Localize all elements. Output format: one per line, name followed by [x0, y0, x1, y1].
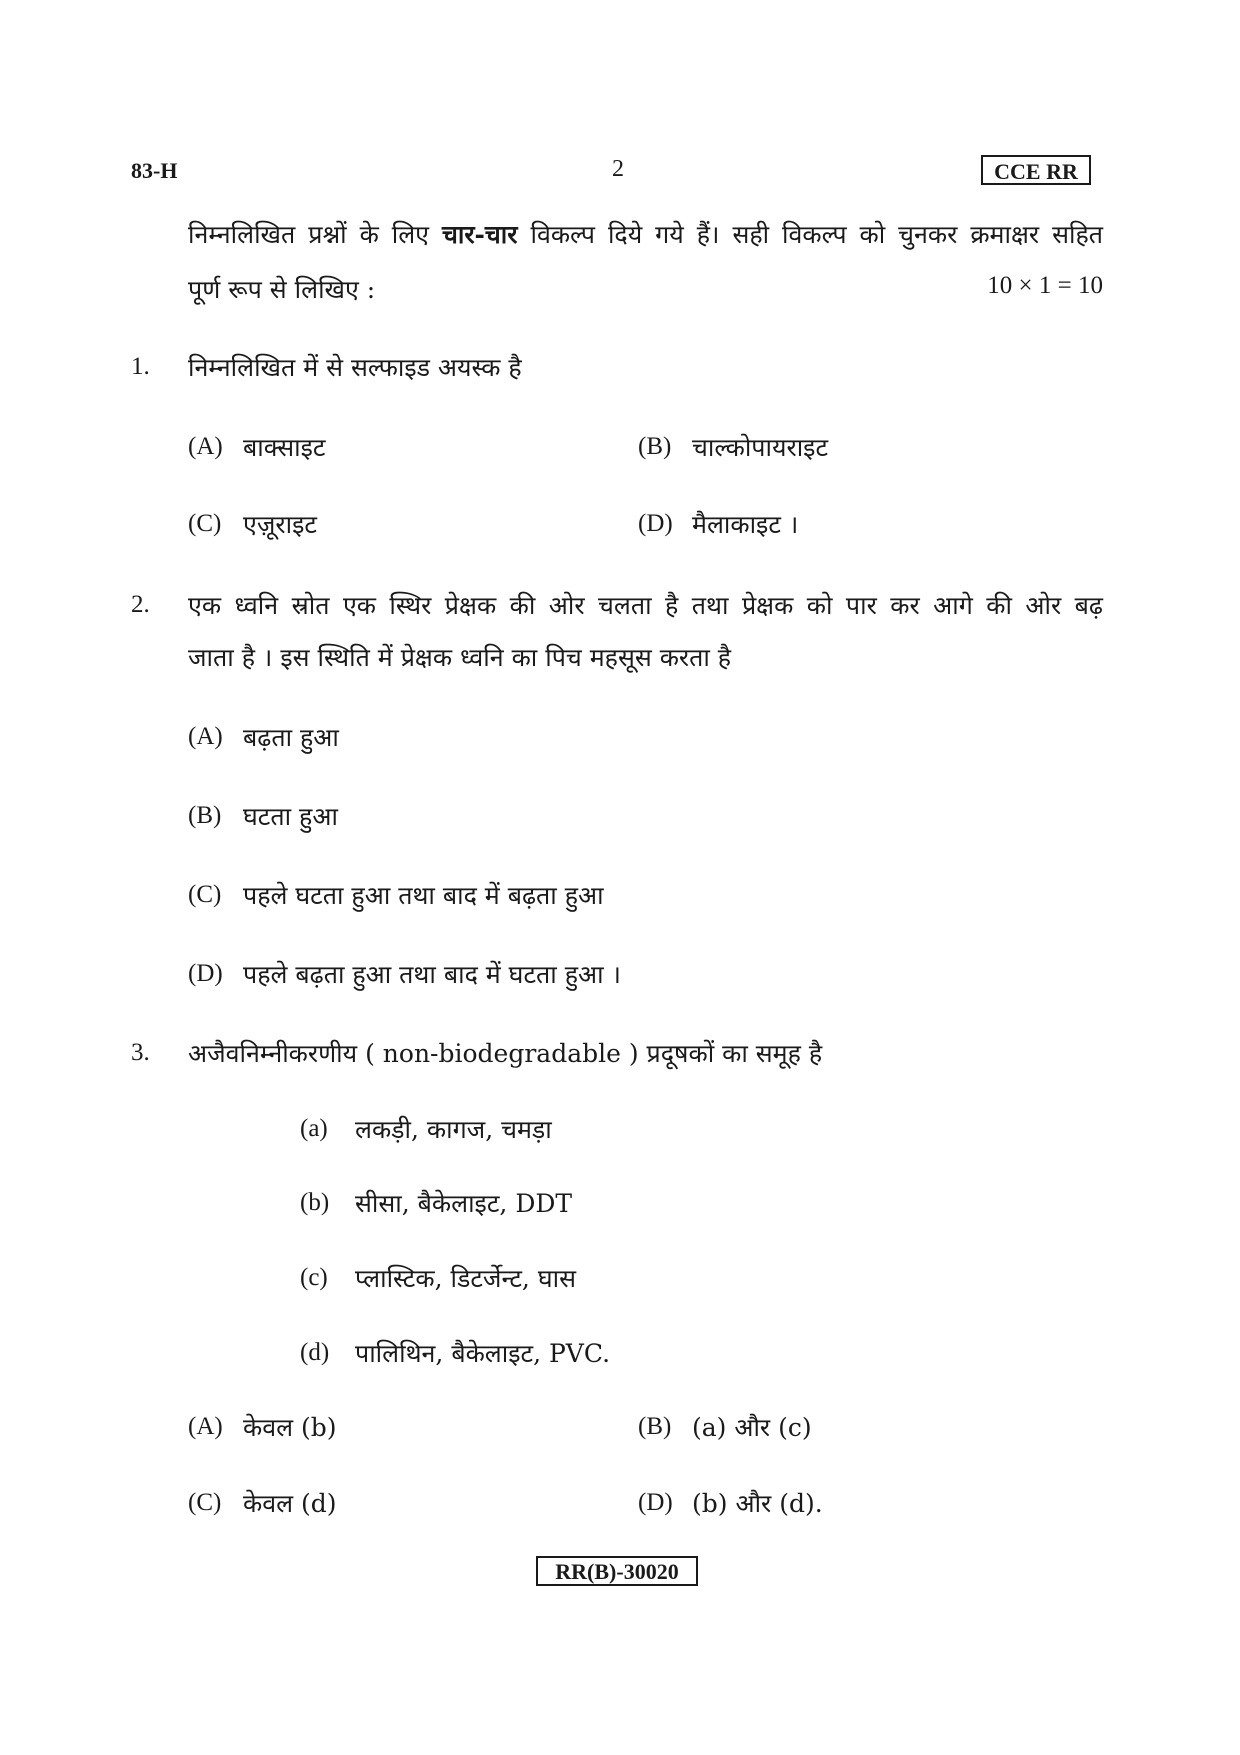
sub-item-text: सीसा, बैकेलाइट, DDT — [355, 1189, 573, 1218]
question-number: 1. — [131, 353, 150, 380]
sub-item-label: (c) — [300, 1264, 328, 1291]
option-text: घटता हुआ — [243, 802, 338, 831]
option-label: (B) — [188, 802, 222, 829]
footer-code-box: RR(B)-30020 — [536, 1556, 698, 1586]
option-text: चाल्कोपायराइट — [692, 433, 829, 462]
option-label: (A) — [188, 1413, 223, 1440]
option-text: बढ़ता हुआ — [243, 723, 339, 752]
option-text: मैलाकाइट । — [692, 510, 799, 539]
option-label: (D) — [638, 1489, 673, 1516]
question-number: 3. — [131, 1039, 150, 1066]
option-label: (A) — [188, 723, 223, 750]
option-label: (D) — [638, 510, 673, 537]
sub-item-text: पालिथिन, बैकेलाइट, PVC. — [355, 1339, 611, 1368]
question-text-line2: जाता है । इस स्थिति में प्रेक्षक ध्वनि का पिच महसूस करता है — [188, 643, 732, 672]
option-label: (D) — [188, 960, 223, 987]
paper-code: 83-H — [131, 158, 178, 183]
option-label: (B) — [638, 1413, 672, 1440]
page-number: 2 — [612, 156, 624, 182]
marks-allocation: 10 × 1 = 10 — [987, 272, 1103, 299]
instructions-post: विकल्प दिये गये हैं। सही विकल्प को चुनकर क्रमाक्षर सहित — [517, 220, 1103, 249]
option-text: पहले बढ़ता हुआ तथा बाद में घटता हुआ । — [243, 960, 621, 989]
option-text: (a) और (c) — [692, 1413, 812, 1442]
option-label: (A) — [188, 433, 223, 460]
option-text: केवल (d) — [243, 1489, 337, 1518]
sub-item-label: (b) — [300, 1189, 330, 1216]
instructions-line2: पूर्ण रूप से लिखिए : — [188, 275, 376, 304]
sub-item-label: (a) — [300, 1115, 328, 1142]
option-text: केवल (b) — [243, 1413, 337, 1442]
series-box: CCE RR — [981, 155, 1091, 185]
option-label: (C) — [188, 881, 222, 908]
sub-item-label: (d) — [300, 1339, 330, 1366]
question-text: निम्नलिखित में से सल्फाइड अयस्क है — [188, 353, 522, 382]
sub-item-text: लकड़ी, कागज, चमड़ा — [355, 1115, 552, 1144]
option-label: (C) — [188, 1489, 222, 1516]
option-label: (C) — [188, 510, 222, 537]
question-text-line1: एक ध्वनि स्रोत एक स्थिर प्रेक्षक की ओर चलता है तथा प्रेक्षक को पार कर आगे की ओर बढ़ — [188, 591, 1103, 620]
option-text: एज़ूराइट — [243, 510, 317, 539]
option-text: बाक्साइट — [243, 433, 326, 462]
question-number: 2. — [131, 591, 150, 618]
instructions-line1 — [188, 217, 1103, 251]
question-text: अजैवनिम्नीकरणीय ( non-biodegradable ) प्रदूषकों का समूह है — [188, 1039, 823, 1068]
sub-item-text: प्लास्टिक, डिटर्जेन्ट, घास — [355, 1264, 576, 1293]
instructions-bold: चार-चार — [441, 220, 518, 249]
option-label: (B) — [638, 433, 672, 460]
instructions-pre: निम्नलिखित प्रश्नों के लिए — [188, 220, 442, 249]
option-text: (b) और (d). — [692, 1489, 823, 1518]
option-text: पहले घटता हुआ तथा बाद में बढ़ता हुआ — [243, 881, 604, 910]
